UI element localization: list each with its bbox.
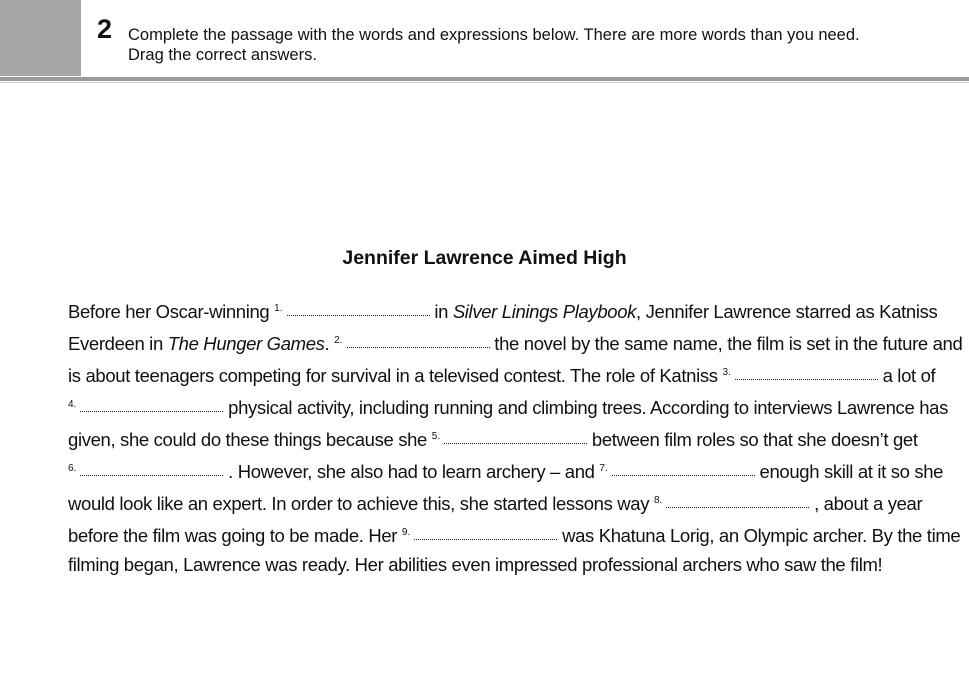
gap-5[interactable] <box>432 422 587 455</box>
passage-text-segment: , about a year <box>814 493 923 514</box>
passage-text-segment: would look like an expert. In order to achieve this, she started lessons way <box>68 493 650 514</box>
passage-text-segment: filming began, Lawrence was ready. Her abilities even impressed professional archers who saw the film! <box>68 554 883 575</box>
header-divider <box>0 77 969 81</box>
passage-text-segment: . <box>324 333 330 354</box>
passage-text-segment: , Jennifer Lawrence starred as Katniss <box>636 301 938 322</box>
passage-line <box>68 294 958 326</box>
gap-2[interactable] <box>334 326 489 359</box>
gap-7[interactable] <box>599 454 754 487</box>
gap-4[interactable] <box>68 390 223 423</box>
passage-text-segment: enough skill at it so she <box>759 461 944 482</box>
drop-target-9[interactable] <box>414 533 557 540</box>
gap-9[interactable] <box>402 518 557 551</box>
gap-1[interactable] <box>274 294 429 327</box>
passage-text-segment: was Khatuna Lorig, an Olympic archer. By the time <box>562 525 961 546</box>
passage-line <box>68 422 958 454</box>
drop-target-6[interactable] <box>80 469 223 476</box>
gap-number: 6. <box>68 463 77 474</box>
header-grey-block <box>0 0 81 76</box>
drop-target-2[interactable] <box>347 341 490 348</box>
exercise-number: 2 <box>97 14 113 44</box>
passage-text-segment: physical activity, including running and climbing trees. According to interviews Lawrence has <box>228 397 948 418</box>
drop-target-1[interactable] <box>287 309 430 316</box>
exercise-instructions <box>128 25 958 65</box>
gap-number: 4. <box>68 399 77 410</box>
passage-line <box>68 518 961 550</box>
gap-number: 3. <box>722 367 731 378</box>
gap-3[interactable] <box>722 358 877 391</box>
gap-number: 9. <box>401 527 411 538</box>
gap-number: 1. <box>274 303 283 314</box>
film-title-hunger-games: The Hunger Games <box>167 333 325 354</box>
drop-target-5[interactable] <box>444 437 587 444</box>
passage-title: Jennifer Lawrence Aimed High <box>342 247 627 269</box>
gap-number: 2. <box>334 335 343 346</box>
passage-line <box>68 358 958 390</box>
drop-target-4[interactable] <box>80 405 223 412</box>
drop-target-3[interactable] <box>735 373 878 380</box>
instruction-line-2: Drag the correct answers. <box>128 46 317 64</box>
passage-line <box>68 326 963 358</box>
gap-6[interactable] <box>68 454 223 487</box>
passage-line <box>68 390 958 422</box>
passage-text-segment: Everdeen in <box>68 333 163 354</box>
passage-text-segment: . However, she also had to learn archery – and <box>228 461 595 482</box>
film-title-silver-linings: Silver Linings Playbook <box>452 301 637 322</box>
exercise-header <box>0 0 969 78</box>
instruction-line-1: Complete the passage with the words and expressions below. There are more words than you need. <box>128 26 860 44</box>
passage-text <box>68 294 963 582</box>
drop-target-7[interactable] <box>612 469 755 476</box>
passage-text-segment: before the film was going to be made. Her <box>68 525 398 546</box>
gap-number: 8. <box>653 495 663 506</box>
passage-text-segment: in <box>434 301 449 322</box>
drop-target-8[interactable] <box>666 501 809 508</box>
gap-number: 5. <box>431 431 441 442</box>
passage-text-segment: Before her Oscar-winning <box>68 301 270 322</box>
passage-line <box>68 486 958 518</box>
passage-text-segment: a lot of <box>882 365 936 386</box>
passage-text-segment: is about teenagers competing for survival in a televised contest. The role of Katniss <box>68 365 718 386</box>
gap-8[interactable] <box>654 486 809 519</box>
passage-line <box>68 550 958 582</box>
passage-text-segment: the novel by the same name, the film is set in the future and <box>494 333 963 354</box>
header-divider-shadow <box>0 82 969 83</box>
gap-number: 7. <box>599 463 608 474</box>
passage-text-segment: between film roles so that she doesn’t get <box>591 429 918 450</box>
passage-text-segment: given, she could do these things because she <box>68 429 427 450</box>
passage-line <box>68 454 958 486</box>
